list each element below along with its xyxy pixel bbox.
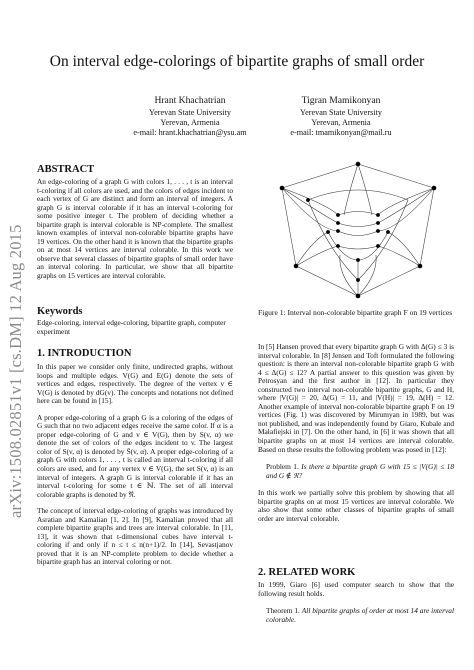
keywords-heading: Keywords bbox=[37, 306, 83, 317]
right-paragraph-2: In this work we partially solve this problem by showing that all bipartite graphs on at most 15 vertices are interval colorable. We also show that some other classes of bipartite graphs of small order are interval colorable. bbox=[258, 488, 454, 523]
problem-text: Is there a bipartite graph G with 15 ≤ |V(G)| ≤ 18 and G ∉ 𝔑? bbox=[266, 462, 455, 480]
intro-paragraph-3: The concept of interval edge-coloring of graphs was introduced by Asratian and Kamalian [1, 2]. In [9], Kamalian proved that all complete bipartite graphs and trees are interval colorable. In [11, 13], it was shown that t-dimensional cubes have interval t-coloring if and only if n ≤ t ≤ n(n+1)/2. In [14], Sevastjanov proved that it is an NP-complete problem to decide whether a bipartite graph has an interval coloring or not. bbox=[37, 506, 233, 567]
figure-1-graph bbox=[268, 160, 448, 300]
figure-1-caption: Figure 1: Interval non-colorable bipartite graph F on 19 vertices bbox=[258, 308, 453, 317]
author-location: Yerevan, Armenia bbox=[160, 118, 220, 127]
author-name: Hrant Khachatrian bbox=[154, 95, 226, 106]
problem-label: Problem 1. bbox=[266, 462, 299, 472]
abstract-heading: ABSTRACT bbox=[37, 164, 95, 175]
author-location: Yerevan, Armenia bbox=[311, 118, 371, 127]
introduction-heading: 1. INTRODUCTION bbox=[37, 348, 132, 359]
keywords-section bbox=[37, 306, 233, 336]
problem-statement bbox=[258, 463, 454, 480]
keywords-text: Edge-coloring, interval edge-coloring, bipartite graph, computer experiment bbox=[37, 318, 226, 336]
right-column-text bbox=[258, 343, 454, 523]
author-block-2 bbox=[246, 96, 436, 138]
intro-paragraph-1: In this paper we consider only finite, undirected graphs, without loops and multiple edges. V(G) and E(G) denote the sets of vertices and edges, respectively. The degree of the vertex v ∈ V(G) is denoted by dG(v). The concepts and notations not defined here can be found in [15]. bbox=[37, 362, 233, 406]
related-work-heading: 2. RELATED WORK bbox=[258, 567, 356, 578]
author-name: Tigran Mamikonyan bbox=[301, 95, 381, 106]
arxiv-identifier: arXiv:1508.02851v1 [cs.DM] 12 Aug 2015 bbox=[6, 224, 25, 518]
introduction-section bbox=[37, 348, 233, 567]
right-paragraph-1: In [5] Hansen proved that every bipartite graph G with Δ(G) ≤ 3 is interval colorable. In [8] Jensen and Toft formulated the following question: is there an interval non-colorable bipartite graph G with 4 ≤ Δ(G) ≤ 12? A partial answer to this question was given by Petrosyan and the first author in [12]. In particular they constructed two interval non-colorable bipartite graphs, G and H, where |V(G)| = 20, Δ(G) = 11, and |V(H)| = 19, Δ(H) = 12. Another example of interval non-colorable bipartite graph F on 19 vertices (Fig. 1) was discovered by Mirumyan in 1989, but was not published, and was independently found by Giaro, Kubale and Małafiejski in [7]. On the other hand, in [6] it was shown that all bipartite graphs on at most 14 vertices are interval colorable. Based on these results the following problem was posed in [12]: bbox=[258, 342, 454, 454]
intro-paragraph-2: A proper edge-coloring of a graph G is a coloring of the edges of G such that no two adjacent edges receive the same color. If α is a proper edge-coloring of G and v ∈ V(G), then by S(v, α) we denote the set of colors of the edges incident to v. The largest color of S(v, α) is denoted by S̄(v, α). A proper edge-coloring of a graph G with colors 1, . . . , t is called an interval t-coloring if all colors are used, and for any vertex v ∈ V(G), the set S(v, α) is an interval of integers. A graph G is interval colorable if it has an interval t-coloring for some t ∈ ℕ. The set of all interval colorable graphs is denoted by 𝔑. bbox=[37, 412, 233, 499]
graph-edges bbox=[282, 164, 434, 296]
abstract-section bbox=[37, 164, 233, 281]
author-email: e-mail: hrant.khachatrian@ysu.am bbox=[133, 128, 247, 137]
author-affiliation: Yerevan State University bbox=[149, 108, 231, 117]
author-affiliation: Yerevan State University bbox=[300, 108, 382, 117]
figure-1-caption-block bbox=[258, 308, 454, 317]
related-work-section bbox=[258, 567, 454, 624]
related-work-text: In 1999, Giaro [6] used computer search to show that the following result holds. bbox=[258, 580, 454, 598]
author-email: e-mail: tmamikonyan@mail.ru bbox=[290, 128, 392, 137]
theorem-text: All bipartite graphs of order at most 14 are interval colorable. bbox=[266, 606, 455, 624]
abstract-text: An edge-coloring of a graph G with colors 1, . . . , t is an interval t-coloring if all colors are used, and the colors of edges incident to each vertex of G are distinct and form an interval of integers. A graph G is interval colorable if it has an interval t-coloring for some positive integer t. The problem of deciding whether a bipartite graph is interval colorable is NP-complete. The smallest known examples of interval non-colorable bipartite graphs have 19 vertices. On the other hand it is known that the bipartite graphs on at most 14 vertices are interval colorable. In this work we observe that several classes of bipartite graphs of small order have an interval coloring. In particular, we show that all bipartite graphs on 15 vertices are interval colorable. bbox=[37, 177, 233, 281]
theorem-statement bbox=[258, 607, 454, 624]
theorem-label: Theorem 1. bbox=[266, 606, 300, 616]
paper-title: On interval edge-colorings of bipartite graphs of small order bbox=[49, 53, 425, 70]
